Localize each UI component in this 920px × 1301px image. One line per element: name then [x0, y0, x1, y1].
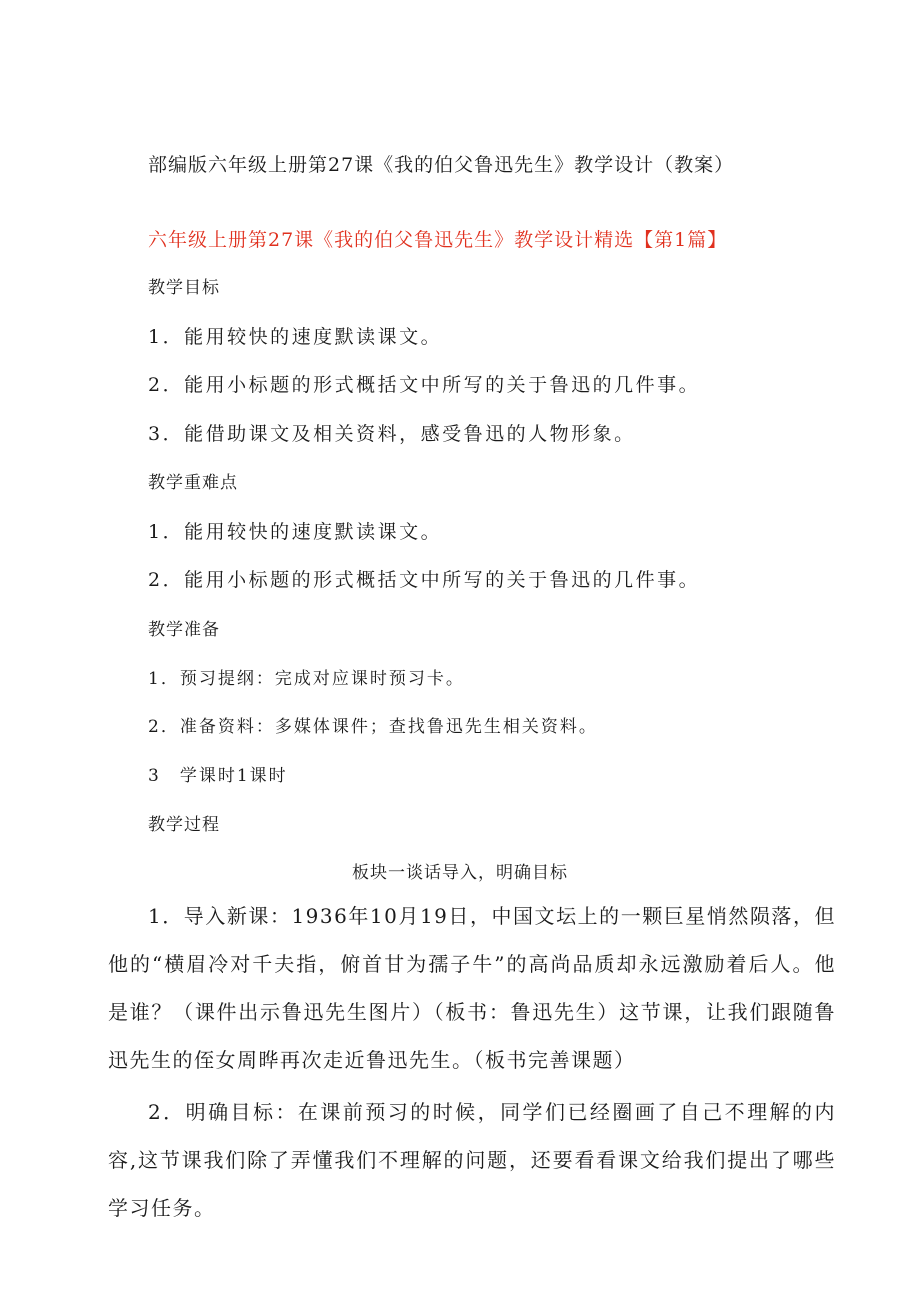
section-heading-key-points: 教学重难点	[148, 473, 238, 493]
goal-item-1: 1．能用较快的速度默读课文。	[148, 326, 443, 348]
key-point-item-2: 2．能用小标题的形式概括文中所写的关于鲁迅的几件事。	[148, 569, 701, 591]
document-subtitle: 六年级上册第27课《我的伯父鲁迅先生》教学设计精选【第1篇】	[148, 229, 728, 251]
goal-item-2: 2．能用小标题的形式概括文中所写的关于鲁迅的几件事。	[148, 374, 701, 396]
document-title: 部编版六年级上册第27课《我的伯父鲁迅先生》教学设计（教案）	[148, 154, 735, 176]
section-heading-process: 教学过程	[148, 815, 220, 835]
key-point-item-1: 1．能用较快的速度默读课文。	[148, 521, 443, 543]
section-heading-preparation: 教学准备	[148, 620, 220, 640]
section-heading-goals: 教学目标	[148, 278, 220, 298]
block-title: 板块一谈话导入，明确目标	[352, 863, 568, 883]
preparation-item-2: 2．准备资料：多媒体课件；查找鲁迅先生相关资料。	[148, 717, 598, 737]
preparation-item-3: 3 学课时1课时	[148, 766, 288, 786]
goal-item-3: 3．能借助课文及相关资料，感受鲁迅的人物形象。	[148, 423, 636, 445]
process-paragraph-2	[108, 1088, 836, 1232]
preparation-item-1: 1．预习提纲：完成对应课时预习卡。	[148, 669, 465, 689]
process-paragraph-1-text: 1．导入新课：1936年10月19日，中国文坛上的一颗巨星悄然陨落，但他的“横眉冷对千夫指，俯首甘为孺子牛”的高尚品质却永远激励着后人。他是谁？（课件出示鲁迅先生图片）（板书：鲁迅先生）这节课，让我们跟随鲁迅先生的侄女周晔再次走近鲁迅先生。（板书完善课题）	[108, 904, 836, 1072]
process-paragraph-2-text: 2．明确目标：在课前预习的时候，同学们已经圈画了自己不理解的内容,这节课我们除了弄懂我们不理解的问题，还要看看课文给我们提出了哪些学习任务。	[108, 1100, 836, 1220]
process-paragraph-1	[108, 892, 836, 1084]
